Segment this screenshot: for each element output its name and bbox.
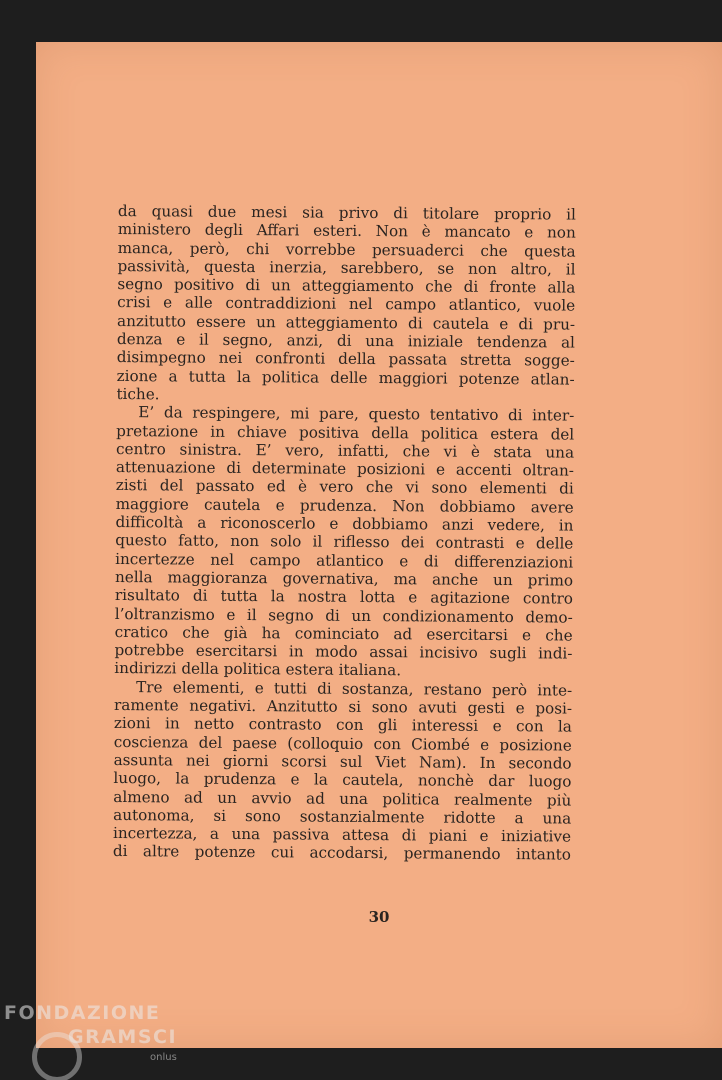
text-line: indirizzi della politica estera italiana. (114, 659, 402, 680)
text-line: luogo, la prudenza e la cautela, nonchè dar luogo (113, 769, 572, 791)
text-line: potrebbe esercitarsi in modo assai incisivo sugli indi- (114, 641, 573, 663)
text-line: questo fatto, non solo il riflesso dei contrasti e delle (115, 531, 574, 553)
page-number: 30 (368, 908, 390, 926)
text-line: coscienza del paese (colloquio con Ciombé e posizione (113, 732, 572, 755)
text-line: crisi e alle contraddizioni nel campo atlantico, vuole (117, 293, 576, 316)
text-line: ministero degli Affari esteri. Non è mancato e non (117, 220, 576, 242)
text-line: zisti del passato ed è vero che vi sono elementi di (115, 476, 574, 499)
text-line: incertezza, a una passiva attesa di piani e iniziative (112, 824, 572, 846)
text-line: l’oltranzismo e il segno di un condizionamento demo- (114, 604, 573, 627)
text-line: zione a tutta la politica delle maggiori potenze atlan- (116, 366, 575, 389)
text-line: zioni in netto contrasto con gli interessi e con la (113, 714, 572, 736)
paragraph-start-line: Tre elementi, e tutti di sostanza, restano però inte- (136, 677, 573, 700)
text-line: anzitutto essere un atteggiamento di cautela e di pru- (116, 311, 576, 334)
text-line: ramente negativi. Anzitutto si sono avuti gesti e posi- (113, 696, 573, 718)
text-line: tiche. (116, 384, 160, 404)
text-line: attenuazione di determinate posizioni e accenti oltran- (115, 458, 574, 480)
text-line: assunta nei giorni scorsi sul Viet Nam). In secondo (113, 750, 572, 773)
watermark-line-3: onlus (150, 1052, 177, 1063)
paragraph-start-line: E’ da respingere, mi pare, questo tentativo di inter- (138, 403, 575, 425)
text-line: da quasi due mesi sia privo di titolare proprio il (117, 202, 576, 224)
text-line: cratico che già ha cominciato ad esercitarsi e che (114, 622, 573, 645)
text-line: denza e il segno, anzi, di una iniziale tendenza al (116, 330, 575, 352)
text-line: passività, questa inerzia, sarebbero, se non altro, il (117, 256, 576, 279)
text-line: nella maggioranza governativa, ma anche un primo (114, 567, 574, 590)
document-page (36, 42, 722, 1048)
text-line: autonoma, si sono sostanzialmente ridotte a una (113, 805, 572, 828)
body-text (113, 202, 576, 864)
text-line: incertezze nel campo atlantico e di differenziazioni (115, 549, 574, 572)
text-line: risultato di tutta la nostra lotta e agitazione contro (114, 586, 573, 608)
text-line: pretazione in chiave positiva della politica estera del (116, 421, 575, 444)
text-line: manca, però, chi vorrebbe persuaderci che questa (117, 238, 576, 261)
text-line: difficoltà a riconoscerlo e dobbiamo anzi vedere, in (115, 513, 574, 535)
watermark-line-1: FONDAZIONE (4, 1002, 161, 1024)
text-line: maggiore cautela e prudenza. Non dobbiamo avere (115, 494, 574, 517)
watermark-line-2: GRAMSCI (68, 1026, 178, 1048)
text-line: disimpegno nei confronti della passata stretta sogge- (116, 348, 575, 370)
text-line: almeno ad un avvio ad una politica realmente più (113, 787, 572, 810)
text-line: di altre potenze cui accodarsi, permanendo intanto (112, 842, 571, 864)
text-line: centro sinistra. E’ vero, infatti, che vi è stata una (115, 439, 575, 462)
text-line: segno positivo di un atteggiamento che di fronte alla (117, 275, 576, 297)
